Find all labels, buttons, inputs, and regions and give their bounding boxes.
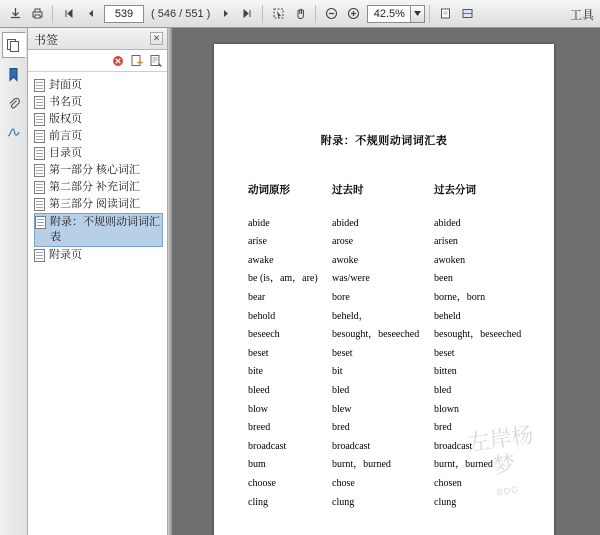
cell-base: abide	[248, 217, 270, 229]
bookmark-item-5[interactable]	[34, 162, 167, 179]
column-header-past: 过去时	[332, 185, 364, 196]
cell-past: bred	[332, 422, 350, 434]
bookmark-label: 第一部分 核心词汇	[49, 164, 141, 176]
cell-base: be (is，am，are)	[248, 273, 318, 285]
bookmark-page-icon	[34, 198, 45, 211]
bookmark-options-icon[interactable]	[147, 52, 164, 69]
new-bookmark-icon[interactable]	[128, 52, 145, 69]
signatures-icon[interactable]	[2, 119, 26, 145]
document-viewer[interactable]	[168, 28, 600, 535]
bookmark-page-icon	[34, 79, 45, 92]
panel-title-bar	[28, 28, 167, 50]
first-page-icon[interactable]	[58, 4, 78, 24]
panel-splitter[interactable]	[168, 28, 172, 535]
cell-past: chose	[332, 477, 355, 489]
cell-participle: been	[434, 273, 453, 285]
table-row	[248, 345, 528, 364]
cell-past: burnt，burned	[332, 459, 391, 471]
bookmark-item-1[interactable]	[34, 94, 167, 111]
cell-base: bite	[248, 366, 263, 378]
bookmarks-icon[interactable]	[2, 61, 26, 87]
cell-participle: besought，beseeched	[434, 329, 522, 341]
bookmark-item-0[interactable]	[34, 77, 167, 94]
page-total-label: ( 546 / 551 )	[151, 7, 211, 20]
cell-past: blew	[332, 403, 352, 415]
print-icon[interactable]	[27, 4, 47, 24]
table-row	[248, 326, 528, 345]
cell-base: choose	[248, 477, 276, 489]
cell-past: beset	[332, 347, 353, 359]
bookmark-label: 封面页	[49, 79, 82, 91]
bookmark-page-icon	[34, 147, 45, 160]
delete-bookmark-icon[interactable]	[109, 52, 126, 69]
document-page	[214, 44, 554, 535]
cell-base: beseech	[248, 329, 280, 341]
table-row	[248, 215, 528, 234]
cell-participle: blown	[434, 403, 459, 415]
cell-base: bear	[248, 291, 266, 303]
bookmark-label: 附录页	[49, 249, 82, 261]
cell-past: bled	[332, 384, 350, 396]
bookmark-page-icon	[34, 130, 45, 143]
navigation-rail	[0, 28, 28, 535]
cell-participle: bled	[434, 384, 452, 396]
fit-page-icon[interactable]	[435, 4, 455, 24]
cell-past: awoke	[332, 254, 359, 266]
table-row	[248, 289, 528, 308]
cell-base: breed	[248, 422, 271, 434]
cell-base: bum	[248, 459, 266, 471]
bookmark-page-icon	[34, 181, 45, 194]
last-page-icon[interactable]	[237, 4, 257, 24]
column-header-participle: 过去分词	[434, 185, 476, 196]
cell-participle: broadcast	[434, 440, 473, 452]
zoom-out-icon[interactable]	[321, 4, 341, 24]
bookmark-item-3[interactable]	[34, 128, 167, 145]
cell-past: abided	[332, 217, 359, 229]
cell-past: bore	[332, 291, 350, 303]
bookmark-page-icon	[34, 96, 45, 109]
zoom-in-icon[interactable]	[343, 4, 363, 24]
hand-tool-icon[interactable]	[290, 4, 310, 24]
chevron-down-icon[interactable]	[411, 5, 425, 23]
cell-participle: burnt，burned	[434, 459, 493, 471]
table-row	[248, 252, 528, 271]
toolbar-separator	[429, 5, 430, 23]
bookmark-tree	[28, 72, 167, 535]
bookmark-page-icon	[34, 164, 45, 177]
cell-participle: clung	[434, 496, 457, 508]
bookmark-item-9[interactable]	[34, 247, 167, 264]
next-page-icon[interactable]	[215, 4, 235, 24]
attachments-paperclip-icon[interactable]	[2, 90, 26, 116]
panel-title-label: 书签	[34, 33, 59, 47]
cell-past: broadcast	[332, 440, 371, 452]
table-row	[248, 270, 528, 289]
watermark-text: 左岸杨梦	[466, 421, 536, 479]
cell-past: arose	[332, 236, 354, 248]
zoom-level-input[interactable]	[367, 5, 411, 23]
bookmark-item-2[interactable]	[34, 111, 167, 128]
cell-participle: bred	[434, 422, 452, 434]
cell-participle: beheld	[434, 310, 461, 322]
save-icon[interactable]	[5, 4, 25, 24]
bookmark-label: 目录页	[49, 147, 82, 159]
column-header-base: 动词原形	[248, 185, 290, 196]
page-number-input[interactable]	[104, 5, 144, 23]
prev-page-icon[interactable]	[80, 4, 100, 24]
bookmark-item-8[interactable]	[34, 213, 163, 247]
table-row	[248, 308, 528, 327]
cell-past: beheld，	[332, 310, 369, 322]
tools-menu-label[interactable]: 工具	[569, 8, 594, 22]
cell-past: bit	[332, 366, 343, 378]
cell-base: broadcast	[248, 440, 287, 452]
watermark	[456, 420, 553, 517]
bookmark-page-icon	[34, 113, 45, 126]
bookmark-page-icon	[35, 216, 46, 229]
table-row	[248, 382, 528, 401]
panel-toolbar	[28, 50, 167, 72]
fit-width-icon[interactable]	[457, 4, 477, 24]
bookmark-page-icon	[34, 249, 45, 262]
close-icon[interactable]: ✕	[150, 32, 163, 45]
bookmark-label: 第二部分 补充词汇	[49, 181, 141, 193]
cell-base: awake	[248, 254, 274, 266]
bookmark-label: 附录：不规则动词词汇表	[50, 216, 160, 243]
bookmark-label: 前言页	[49, 130, 82, 142]
table-row	[248, 401, 528, 420]
cell-base: blow	[248, 403, 268, 415]
bookmark-item-7[interactable]	[34, 196, 167, 213]
cell-past: besought，beseeched	[332, 329, 420, 341]
cell-base: arise	[248, 236, 267, 248]
cell-participle: borne，born	[434, 291, 486, 303]
cell-participle: abided	[434, 217, 461, 229]
cell-base: beset	[248, 347, 269, 359]
toolbar-separator	[262, 5, 263, 23]
bookmarks-panel	[28, 28, 168, 535]
cell-base: cling	[248, 496, 268, 508]
main-toolbar	[0, 0, 600, 28]
watermark-subtext: BDG	[496, 484, 520, 498]
cell-past: was/were	[332, 273, 370, 285]
bookmark-label: 版权页	[49, 113, 82, 125]
table-row	[248, 363, 528, 382]
toolbar-separator	[52, 5, 53, 23]
cell-past: clung	[332, 496, 355, 508]
page-title: 附录：不规则动词词汇表	[320, 135, 448, 147]
cell-participle: awoken	[434, 254, 466, 266]
bookmark-item-6[interactable]	[34, 179, 167, 196]
select-tool-icon[interactable]	[268, 4, 288, 24]
bookmark-label: 书名页	[49, 96, 82, 108]
cell-participle: arisen	[434, 236, 458, 248]
cell-participle: beset	[434, 347, 455, 359]
cell-base: bleed	[248, 384, 270, 396]
cell-participle: bitten	[434, 366, 457, 378]
app-body	[0, 28, 600, 535]
cell-participle: chosen	[434, 477, 462, 489]
toolbar-separator	[315, 5, 316, 23]
cell-base: behold	[248, 310, 276, 322]
pages-thumbnail-icon[interactable]	[2, 32, 26, 58]
bookmark-item-4[interactable]	[34, 145, 167, 162]
table-row	[248, 233, 528, 252]
bookmark-label: 第三部分 阅读词汇	[49, 198, 141, 210]
table-header-row	[248, 182, 528, 201]
